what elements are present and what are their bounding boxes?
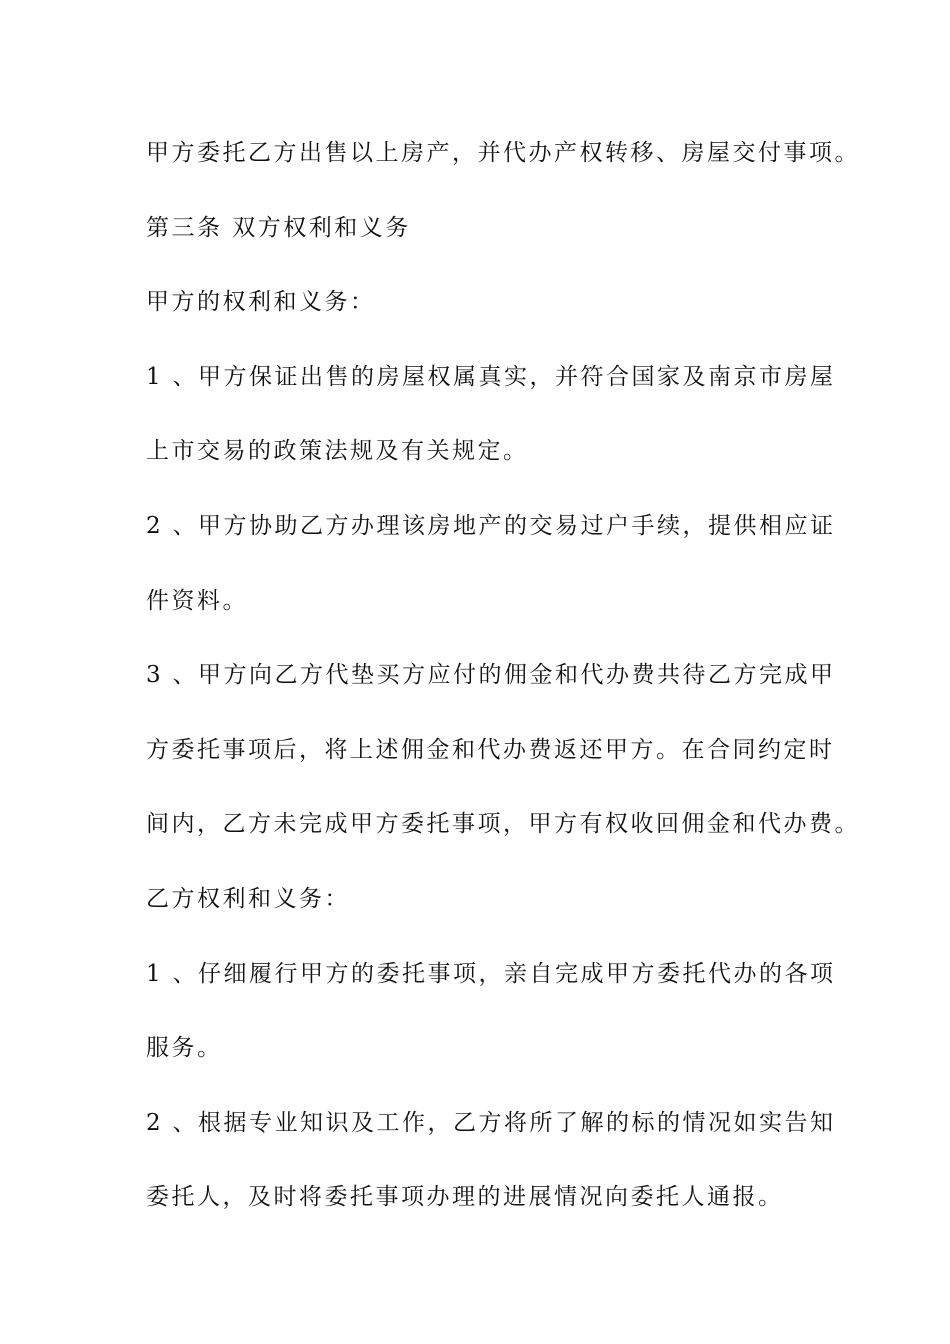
party-b-item-1 [146, 951, 836, 1026]
document-body [146, 130, 860, 1249]
party-b-heading: 乙方权利和义务： [146, 885, 350, 912]
party-b-item-2 [146, 1100, 836, 1175]
item-number: 3、 [146, 662, 198, 689]
item-text: 甲方向乙方代垫买方应付的佣金和代办费共待乙方完成甲 [198, 662, 836, 689]
party-b-item-1-cont: 服务。 [146, 1035, 223, 1062]
party-a-item-3-cont-2: 间内，乙方未完成甲方委托事项，甲方有权收回佣金和代办费。 [146, 811, 860, 838]
party-a-item-3-cont: 方委托事项后，将上述佣金和代办费返还甲方。在合同约定时 [146, 736, 835, 763]
article-3-heading: 第三条 双方权利和义务 [146, 214, 411, 241]
item-text: 甲方协助乙方办理该房地产的交易过户手续，提供相应证 [198, 512, 836, 539]
party-a-item-2-cont: 件资料。 [146, 587, 248, 614]
paragraph-entrust: 甲方委托乙方出售以上房产，并代办产权转移、房屋交付事项。 [146, 140, 860, 166]
item-number: 2、 [146, 512, 198, 539]
party-a-item-3 [146, 652, 836, 727]
party-b-item-2-cont: 委托人，及时将委托事项办理的进展情况向委托人通报。 [146, 1184, 784, 1211]
party-a-item-1 [146, 354, 836, 429]
party-a-item-2 [146, 503, 836, 578]
item-text: 甲方保证出售的房屋权属真实，并符合国家及南京市房屋 [198, 363, 836, 390]
item-number: 2、 [146, 1109, 198, 1136]
party-a-heading: 甲方的权利和义务： [146, 289, 376, 316]
item-text: 根据专业知识及工作，乙方将所了解的标的情况如实告知 [198, 1109, 836, 1136]
item-text: 仔细履行甲方的委托事项，亲自完成甲方委托代办的各项 [198, 960, 836, 987]
item-number: 1、 [146, 960, 198, 987]
party-a-item-1-cont: 上市交易的政策法规及有关规定。 [146, 438, 529, 465]
item-number: 1、 [146, 363, 198, 390]
